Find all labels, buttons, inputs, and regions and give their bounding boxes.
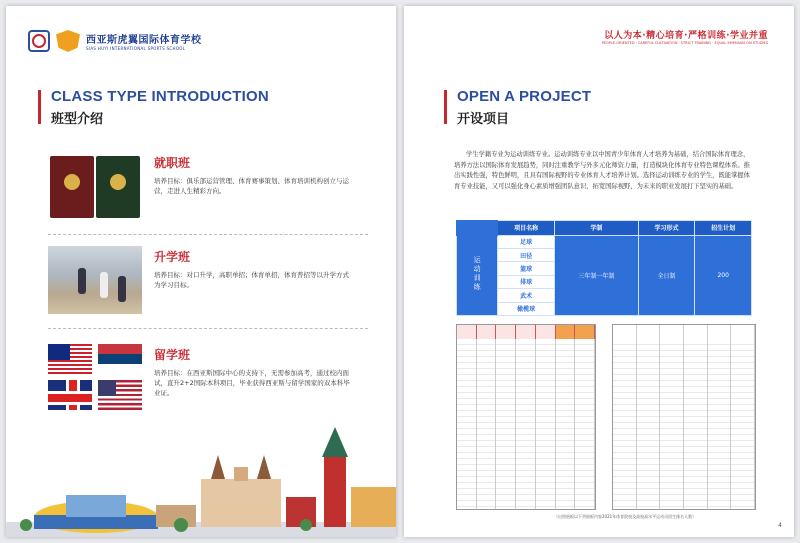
divider	[48, 328, 368, 329]
section-title-en: OPEN A PROJECT	[457, 88, 592, 105]
divider	[48, 234, 368, 235]
slogan	[602, 28, 768, 45]
sport-item: 橄榄球	[498, 302, 555, 315]
right-page	[404, 6, 794, 537]
serbia-flag-icon	[98, 344, 142, 374]
class-title: 留学班	[154, 348, 191, 362]
enrollment-plan-table	[456, 220, 752, 316]
school-name-cn: 西亚斯虎翼国际体育学校	[86, 35, 202, 46]
quota-cell: 200	[695, 235, 752, 315]
campus-skyline-illustration	[6, 417, 396, 537]
sport-item: 足球	[498, 235, 555, 248]
page-number: 4	[778, 522, 782, 529]
country-flags	[48, 344, 142, 412]
certificate-photo	[48, 152, 142, 220]
sias-logo-icon	[28, 30, 50, 52]
sport-item: 篮球	[498, 262, 555, 275]
slogan-en: PEOPLE-ORIENTED · CAREFUL CULTIVATION · STRICT TRAINING · EQUAL EMPHASIS ON STUDIES	[601, 41, 768, 45]
left-page	[6, 6, 396, 537]
class-employment	[48, 152, 368, 224]
ranking-table-left	[456, 324, 596, 510]
section-title-cn: 开设项目	[457, 112, 510, 127]
class-type-heading	[38, 88, 269, 127]
section-title-cn: 班型介绍	[51, 112, 104, 127]
class-title: 就职班	[154, 156, 191, 170]
tiger-crest-icon	[56, 30, 80, 52]
school-name-en: SIAS HUYI INTERNATIONAL SPORTS SCHOOL	[86, 46, 186, 51]
training-photo	[48, 246, 142, 314]
class-further-study	[48, 246, 368, 318]
table-header: 招生计划	[695, 221, 752, 236]
sport-item: 田径	[498, 249, 555, 262]
sport-item: 武术	[498, 289, 555, 302]
open-project-heading	[444, 88, 591, 127]
table-header: 项目名称	[498, 221, 555, 236]
class-title: 升学班	[154, 250, 191, 264]
form-cell: 全日制	[638, 235, 695, 315]
class-desc: 培养目标：在西亚斯国际中心的支持下，无需参加高考，通过校内面试，直升2+2国际本科项目，毕业获得西亚斯与留学国家的双本科毕业证。	[154, 369, 350, 397]
class-study-abroad	[48, 344, 368, 416]
table-header: 学习形式	[638, 221, 695, 236]
major-name: 运动训练	[473, 256, 482, 293]
usa-flag-icon	[98, 380, 142, 410]
table-header: 学制	[554, 221, 638, 236]
school-logo	[28, 30, 202, 52]
slogan-cn: 以人为本·精心培育·严格训练·学业并重	[604, 31, 768, 41]
section-title-en: CLASS TYPE INTRODUCTION	[51, 88, 269, 105]
table-footnote: （出图展板以下列展板内容2021年体育院校及高校高水平运动员招生排名人数）	[554, 514, 697, 519]
project-intro-text: 学生学籍专业为运动训练专业。运动训练专业以中国青少年体育人才培养为基础，结合国际体育理念，培养方法以国际体育发展趋势，同时注重教学与外多元化师资力量，打造模块化体育专业特色课程体系。推出实践性强，特色鲜明，且具有国际视野的专业体育人才培养计划。选择运动训练专业的学生，既能掌握体育专业技能，又可以强化身心素质增强团队意识，拓宽国际视野，为未来的职业发展打下坚实的基础。	[454, 151, 750, 190]
uk-flag-icon	[48, 380, 92, 410]
duration-cell: 三年制一年制	[554, 235, 638, 315]
class-desc: 培养目标：俱乐部运营管理、体育赛事策划、体育培训机构创立与运营，走进人生精彩方向。	[154, 177, 349, 195]
sport-item: 排球	[498, 275, 555, 288]
class-desc: 培养目标：对口升学，高职单招；体育单招，体育普招等以升学方式为学习目标。	[154, 271, 349, 289]
ranking-table-right	[612, 324, 756, 510]
malaysia-flag-icon	[48, 344, 92, 374]
